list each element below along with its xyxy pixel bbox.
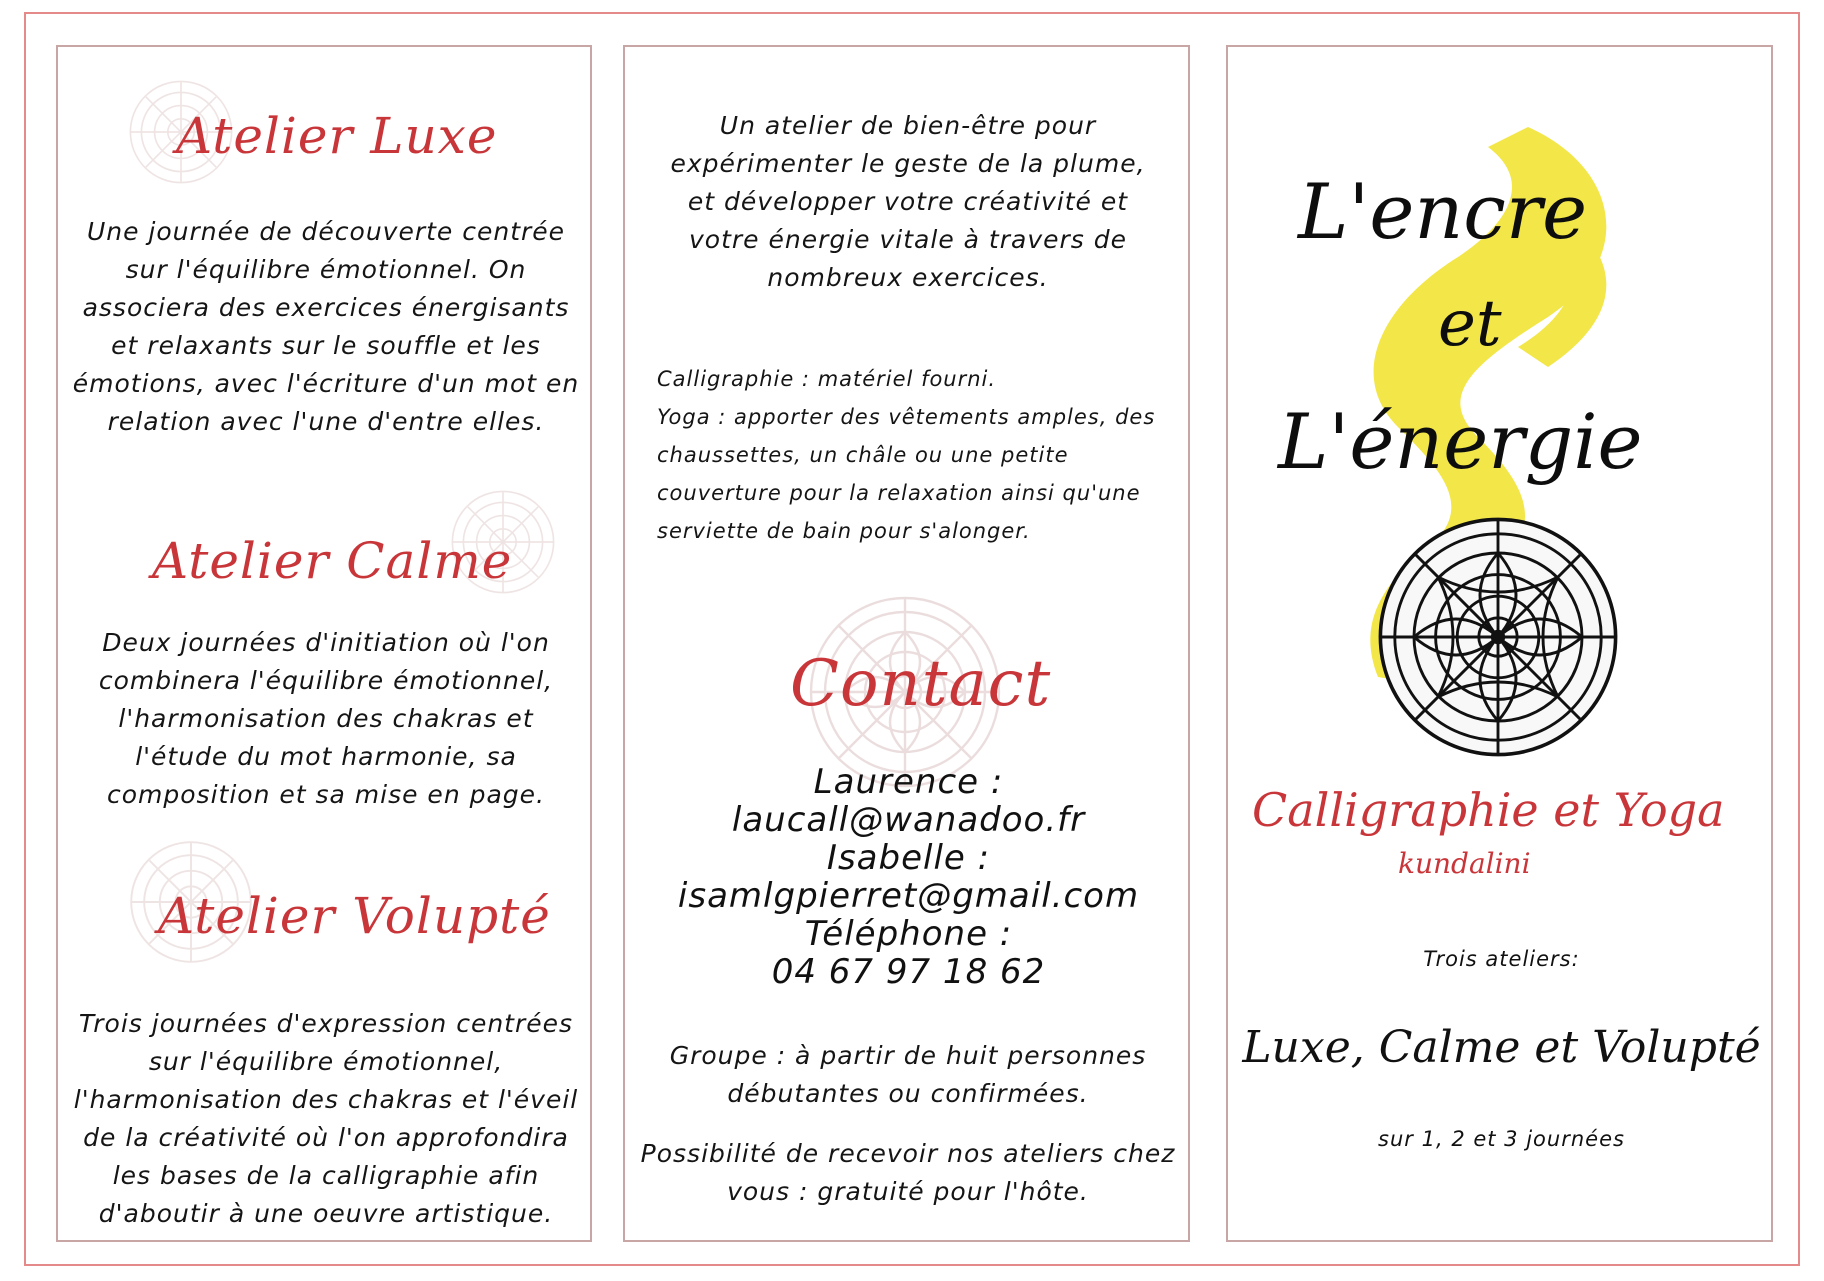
contact-phone-label: Téléphone : [804,914,1013,954]
material-calligraphy: Calligraphie : matériel fourni. [657,367,997,391]
contact-isabelle-label: Isabelle : [826,838,991,878]
atelier-luxe-title: Atelier Luxe [176,107,498,165]
home-text: Possibilité de recevoir nos ateliers chez vous : gratuité pour l'hôte. [640,1139,1176,1206]
logo-line-3: L'énergie [1278,397,1643,486]
mandala-medallion-icon [1378,517,1618,757]
contact-laurence-email[interactable]: laucall@wanadoo.fr [731,800,1086,840]
material-yoga: Yoga : apporter des vêtements amples, des chaussettes, un châle ou une petite couverture pour la relaxation ainsi qu'une serviette de bain pour s'alonger. [657,405,1156,543]
contact-title: Contact [790,647,1052,721]
atelier-luxe-text: Une journée de découverte centrée sur l'équilibre émotionnel. On associera des exercices énergisants et relaxants sur le souffle et les émotions, avec l'écriture d'un mot en relation avec l'une d'entre elles. [72,217,580,436]
contact-laurence-label: Laurence : [813,762,1004,802]
intro-text: Un atelier de bien-être pour expérimenter le geste de la plume, et développer votre créativité et votre énergie vitale à travers de nombreux exercices. [670,111,1146,292]
logo-line-1: L'encre [1298,167,1588,256]
contact-details [625,763,1190,991]
atelier-volupte-title: Atelier Volupté [158,887,551,945]
atelier-calme-title: Atelier Calme [152,532,513,590]
logo-line-2: et [1438,287,1502,361]
subtitle-main: Calligraphie et Yoga [1252,783,1725,837]
days-text: sur 1, 2 et 3 journées [1378,1127,1625,1151]
three-workshops-label: Trois ateliers: [1423,947,1580,971]
right-panel [1226,45,1773,1242]
subtitle-sub: kundalini [1398,847,1531,880]
atelier-volupte-text: Trois journées d'expression centrées sur l'équilibre émotionnel, l'harmonisation des chakras et l'éveil de la créativité où l'on approfondira les bases de la calligraphie afin d'aboutir à une oeuvre artistique. [73,1009,579,1228]
left-panel [56,45,592,1242]
contact-isabelle-email[interactable]: isamlgpierret@gmail.com [677,876,1140,916]
contact-phone-number[interactable]: 04 67 97 18 62 [771,952,1046,992]
workshop-names: Luxe, Calme et Volupté [1242,1022,1761,1073]
atelier-calme-text: Deux journées d'initiation où l'on combinera l'équilibre émotionnel, l'harmonisation des chakras et l'étude du mot harmonie, sa composition et sa mise en page. [98,628,554,809]
middle-panel [623,45,1190,1242]
group-text: Groupe : à partir de huit personnes débutantes ou confirmées. [669,1041,1147,1108]
